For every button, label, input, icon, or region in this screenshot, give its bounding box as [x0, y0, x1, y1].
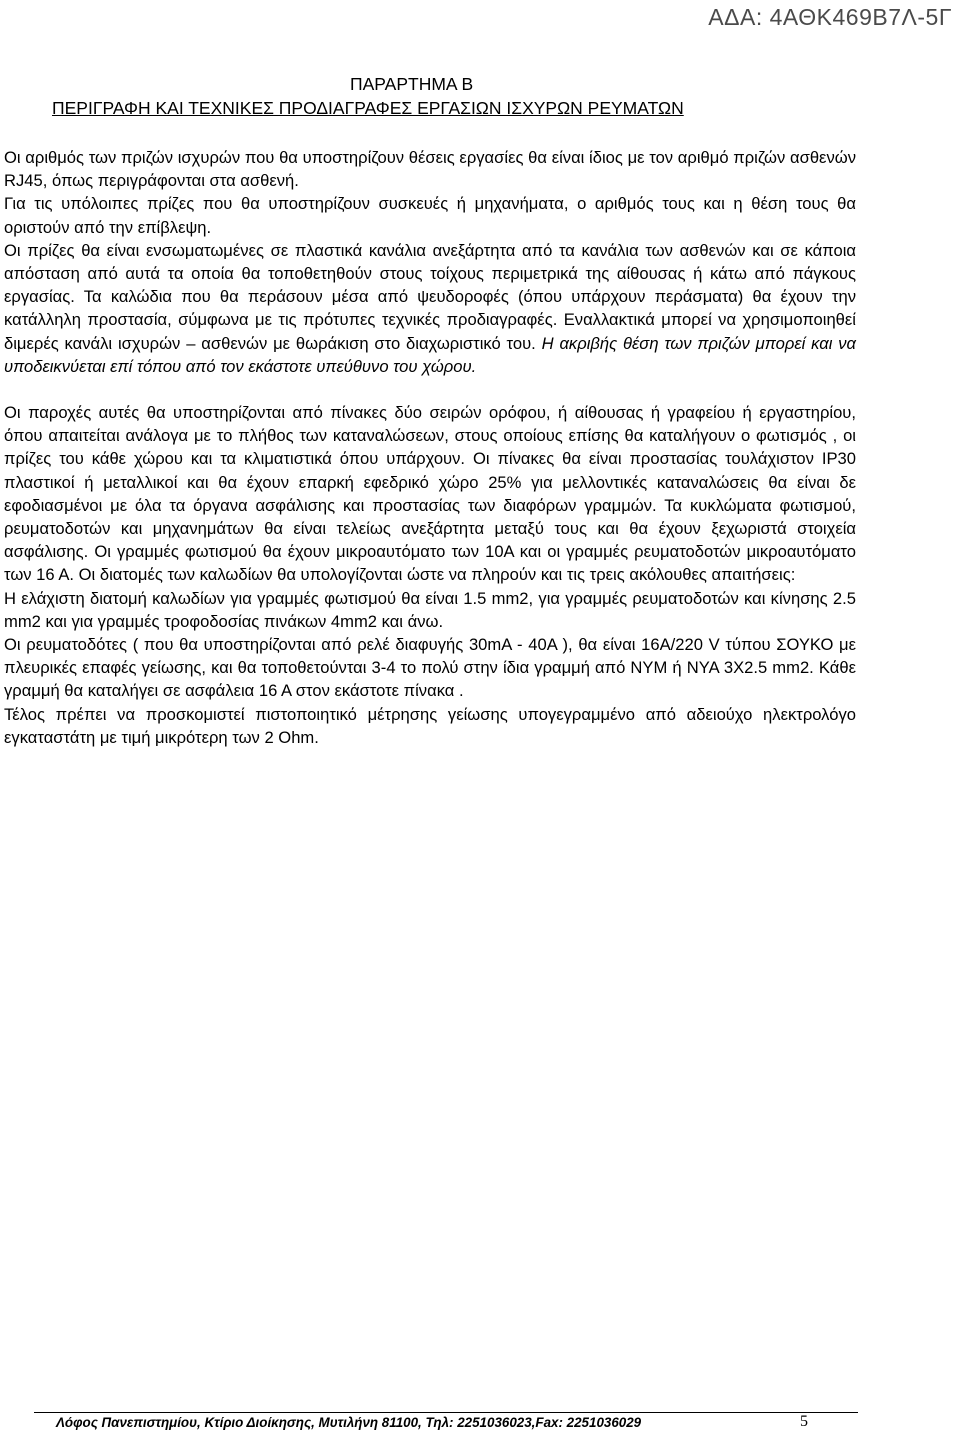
- annex-title: ΠΑΡΑΡΤΗΜΑ Β: [350, 74, 474, 94]
- annex-subtitle: ΠΕΡΙΓΡΑΦΗ ΚΑΙ ΤΕΧΝΙΚΕΣ ΠΡΟΔΙΑΓΡΑΦΕΣ ΕΡΓΑΣΙΩΝ ΙΣΧΥΡΩΝ ΡΕΥΜΑΤΩΝ: [52, 98, 684, 118]
- paragraph-distribution-panels: Οι παροχές αυτές θα υποστηρίζονται από πίνακες δύο σειρών ορόφου, ή αίθουσας ή γραφείου ή εργαστηρίου, όπου απαιτείται ανάλογα με το πλήθος των καταναλώσεων, στους οποίους επίσης θα καταλήγουν ο φωτισμός , οι πρίζες του κάθε χώρου και τα κλιματιστικά όπου υπάρχουν. Οι πίνακες θα είναι προστασίας τουλάχιστον IP30 πλαστικοί ή μεταλλικοί και θα έχουν επαρκή εφεδρικό χώρο 25% για μελλοντικές καταναλώσεις θα είναι δε εφοδιασμένοι με όλα τα όργανα ασφάλισης και προστασίας των διαφόρων γραμμών. Τα κυκλώματα φωτισμού, ρευματοδοτών και μηχανημάτων θα είναι τελείως ανεξάρτητα μεταξύ τους και θα έχουν ξεχωριστά στοιχεία ασφάλισης. Οι γραμμές φωτισμού θα έχουν μικροαυτόματο των 10Α και οι γραμμές ρευματοδοτών μικροαυτόματο των 16 Α. Οι διατομές των καλωδίων θα υπολογίζονται ώστε να πληρούν και τις τρεις ακόλουθες απαιτήσεις:: [4, 403, 856, 585]
- paragraph-socket-channels: [4, 239, 856, 378]
- paragraph-grounding-certificate: Τέλος πρέπει να προσκομιστεί πιστοποιητικό μέτρησης γείωσης υπογεγραμμένο από αδειούχο ηλεκτρολόγο εγκαταστάτη με τιμή μικρότερη των 2 Ohm.: [4, 704, 856, 747]
- paragraph-socket-channels-text: Οι πρίζες θα είναι ενσωματωμένες σε πλαστικά κανάλια ανεξάρτητα από τα κανάλια των ασθενών και σε κάποια απόσταση από αυτά τα οποία θα τοποθετηθούν στους τοίχους περιμετρικά της αίθουσας ή κάτω από πάγκους εργασίας. Τα καλώδια που θα περάσουν μέσα από ψευδοροφές (όπου υπάρχουν περάσματα) θα έχουν την κατάλληλη προστασία, σύμφωνα με τις πρότυπες τεχνικές προδιαγραφές. Εναλλακτικά μπορεί να χρησιμοποιηθεί διμερές κανάλι ισχυρών – ασθενών με θωράκιση στο διαχωριστικό του.: [4, 240, 856, 353]
- paragraph-sockets-spec: Οι ρευματοδότες ( που θα υποστηρίζονται από ρελέ διαφυγής 30mA - 40A ), θα είναι 16Α/220 V τύπου ΣΟΥΚΟ με πλευρικές επαφές γείωσης, και θα τοποθετούνται 3-4 το πολύ στην ίδια γραμμή από ΝΥΜ ή NYA 3X2.5 mm2. Κάθε γραμμή θα καταλήγει σε ασφάλεια 16 Α στον εκάστοτε πίνακα .: [4, 635, 856, 701]
- footer-address: Λόφος Πανεπιστημίου, Κτίριο Διοίκησης, Μυτιλήνη 81100, Τηλ: 2251036023,Fax: 2251036029: [56, 1415, 642, 1430]
- paragraph-cable-sections: Η ελάχιστη διατομή καλωδίων για γραμμές φωτισμού θα είναι 1.5 mm2, για γραμμές ρευματοδοτών και κίνησης 2.5 mm2 και για γραμμές τροφοδοσίας πινάκων 4mm2 και άνω.: [4, 588, 856, 631]
- ada-code: ΑΔΑ: 4ΑΘΚ469Β7Λ-5Γ: [708, 4, 952, 30]
- paragraph-rj45-sockets: Οι αριθμός των πριζών ισχυρών που θα υποστηρίζουν θέσεις εργασίες θα είναι ίδιος με τον αριθμό πριζών ασθενών RJ45, όπως περιγράφονται στα ασθενή.: [4, 148, 856, 191]
- document-body: [4, 146, 856, 749]
- footer-divider: [34, 1412, 858, 1413]
- paragraph-other-sockets: Για τις υπόλοιπες πρίζες που θα υποστηρίζουν συσκευές ή μηχανήματα, ο αριθμός τους και η θέση τους θα οριστούν από την επίβλεψη.: [4, 194, 856, 237]
- page-number: 5: [800, 1413, 808, 1430]
- paragraph-socket-position-note: Η ακριβής θέση των πριζών μπορεί και να υποδεικνύεται επί τόπου από τον εκάστοτε υπεύθυνο του χώρου.: [4, 333, 856, 376]
